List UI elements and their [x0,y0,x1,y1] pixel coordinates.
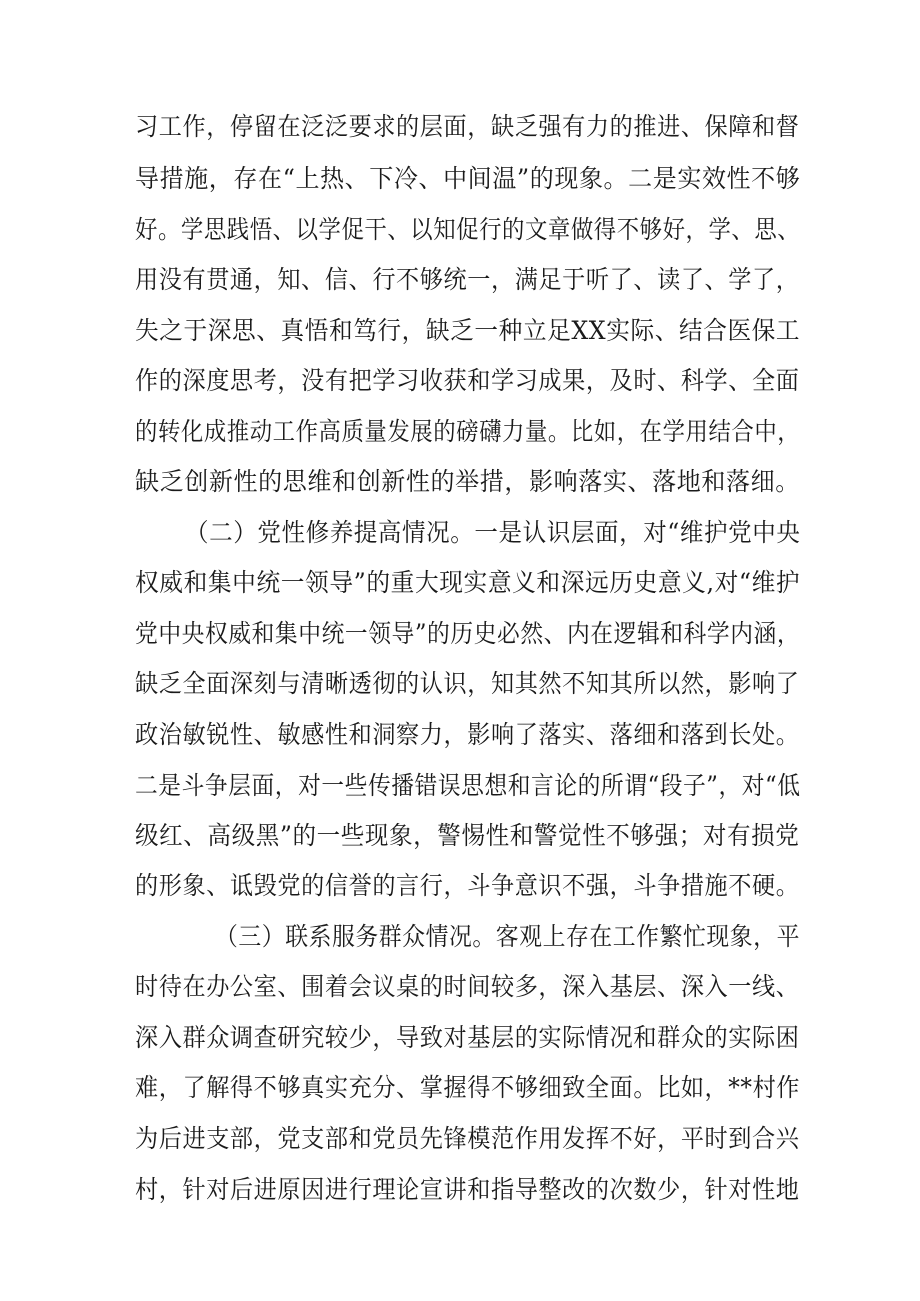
text-line-3: 好。学思践悟、以学促干、以知促行的文章做得不够好，学、思、 [135,215,801,244]
text-line-12: 缺乏全面深刻与清晰透彻的认识，知其然不知其所以然，影响了 [135,669,800,698]
text-line-8: 缺乏创新性的思维和创新性的举措，影响落实、落地和落细。 [135,467,800,496]
text-line-15: 级红、高级黑”的一些现象，警惕性和警觉性不够强；对有损党 [135,821,800,850]
text-line-6: 作的深度思考，没有把学习收获和学习成果，及时、科学、全面 [135,366,800,395]
text-line-19: 深入群众调查研究较少，导致对基层的实际情况和群众的实际困 [135,1023,800,1052]
text-line-1: 习工作，停留在泛泛要求的层面，缺乏强有力的推进、保障和督 [135,112,800,141]
text-line-14: 二是斗争层面，对一些传播错误思想和言论的所谓“段子”，对“低 [135,771,801,800]
text-line-5: 失之于深思、真悟和笃行，缺乏一种立足XX实际、结合医保工 [135,316,801,345]
text-line-13: 政治敏锐性、敏感性和洞察力，影响了落实、落细和落到长处。 [135,720,800,749]
text-line-18: 时待在办公室、围着会议桌的时间较多，深入基层、深入一线、 [135,972,800,1001]
text-line-2: 导措施，存在“上热、下冷、中间温”的现象。二是实效性不够 [135,164,801,193]
text-line-10: 权威和集中统一领导”的重大现实意义和深远历史意义,对“维护 [135,568,801,597]
text-line-21: 为后进支部，党支部和党员先锋模范作用发挥不好，平时到合兴 [135,1124,800,1153]
paragraph-heading-3: （三）联系服务群众情况。客观上存在工作繁忙现象，平 [215,922,800,951]
paragraph-heading-2: （二）党性修养提高情况。一是认识层面，对“维护党中央 [185,518,801,547]
text-line-11: 党中央权威和集中统一领导”的历史必然、内在逻辑和科学内涵， [135,619,801,648]
text-line-22: 村，针对后进原因进行理论宣讲和指导整改的次数少，针对性地 [135,1175,800,1204]
text-line-4: 用没有贯通，知、信、行不够统一，满足于听了、读了、学了， [135,265,800,294]
text-line-7: 的转化成推动工作高质量发展的磅礴力量。比如，在学用结合中， [135,417,801,446]
text-line-16: 的形象、诋毁党的信誉的言行，斗争意识不强，斗争措施不硬。 [135,871,800,900]
text-line-20: 难，了解得不够真实充分、掌握得不够细致全面。比如，**村作 [135,1073,801,1102]
